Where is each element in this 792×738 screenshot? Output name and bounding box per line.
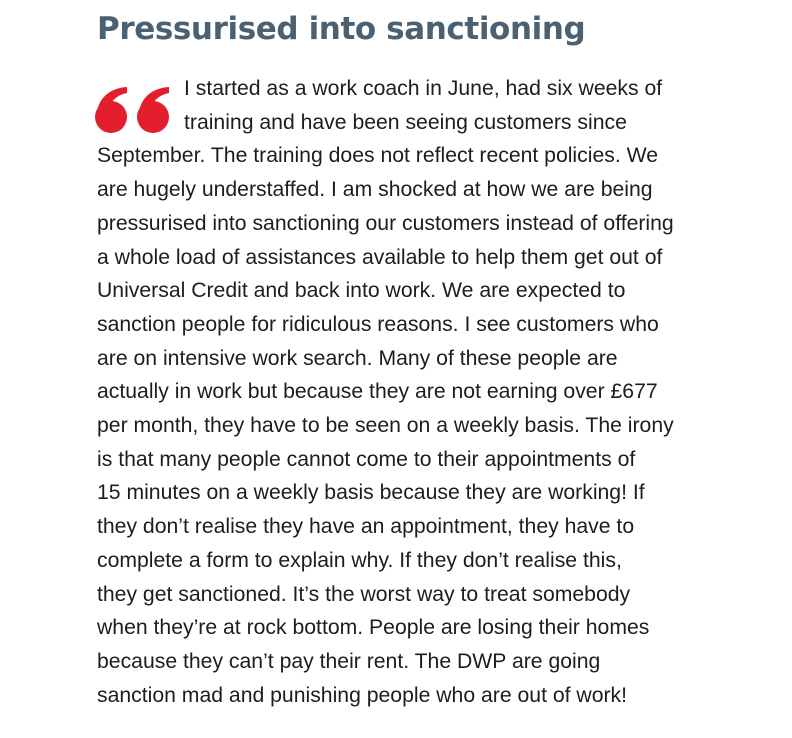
text-line: they don’t realise they have an appointment, they have to [97, 515, 635, 539]
text-line: complete a form to explain why. If they don’t realise this, [97, 548, 622, 572]
quote-body [97, 72, 737, 712]
text-line: pressurised into sanctioning our customers instead of offering [97, 211, 674, 235]
text-line: is that many people cannot come to their appointments of [97, 447, 636, 471]
text-line: September. The training does not reflect recent policies. We [97, 144, 658, 168]
text-line: are on intensive work search. Many of these people are [97, 346, 618, 370]
page-title: Pressurised into sanctioning [97, 11, 586, 47]
text-line: 15 minutes on a weekly basis because they are working! If [97, 481, 645, 505]
text-line: actually in work but because they are not earning over £677 [97, 380, 658, 404]
text-line: a whole load of assistances available to help them get out of [97, 245, 663, 269]
text-line: are hugely understaffed. I am shocked at how we are being [97, 178, 653, 202]
text-line: sanction mad and punishing people who are out of work! [97, 683, 628, 707]
text-line: they get sanctioned. It’s the worst way to treat somebody [97, 582, 631, 606]
text-line: training and have been seeing customers since [184, 110, 627, 134]
text-line: per month, they have to be seen on a weekly basis. The irony [97, 414, 674, 438]
text-line: Universal Credit and back into work. We are expected to [97, 279, 626, 303]
text-line: when they’re at rock bottom. People are losing their homes [97, 616, 650, 640]
text-line: sanction people for ridiculous reasons. I see customers who [97, 312, 659, 336]
text-line: because they can’t pay their rent. The DWP are going [97, 649, 601, 673]
text-line: I started as a work coach in June, had six weeks of [184, 77, 663, 100]
